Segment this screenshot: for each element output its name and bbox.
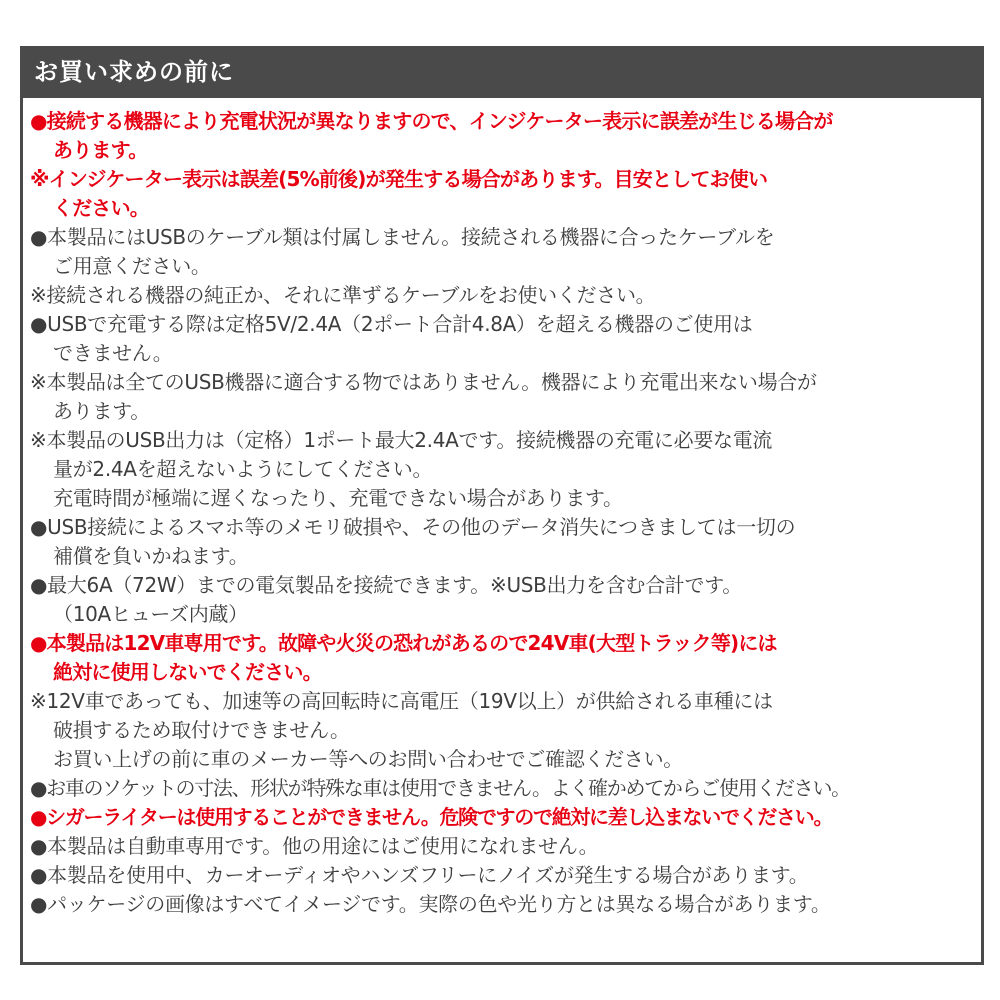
notice-line: ●本製品にはUSBのケーブル類は付属しません。接続される機器に合ったケーブルを <box>30 225 775 249</box>
notice-line-warning: ●シガーライターは使用することができません。危険ですので絶対に差し込まないでください。 <box>30 805 833 829</box>
notice-line-cont: （10Aヒューズ内蔵） <box>53 602 248 626</box>
notice-line-cont: 破損するため取付けできません。 <box>53 718 350 742</box>
notice-line: ●パッケージの画像はすべてイメージです。実際の色や光り方とは異なる場合があります。 <box>30 892 831 916</box>
notice-line-warning-cont: 絶対に使用しないでください。 <box>53 660 322 684</box>
notice-line-cont: できません。 <box>53 341 173 365</box>
notice-line: ※本製品は全てのUSB機器に適合する物ではありません。機器により充電出来ない場合が <box>30 370 817 394</box>
notice-line: ●本製品を使用中、カーオーディオやハンズフリーにノイズが発生する場合があります。 <box>30 863 809 887</box>
notice-line: ●USBで充電する際は定格5V/2.4A（2ポート合計4.8A）を超える機器のご使用は <box>30 312 753 336</box>
notice-box <box>20 46 984 965</box>
notice-line-warning-cont: あります。 <box>53 138 148 162</box>
notice-line-cont: 補償を負いかねます。 <box>53 544 249 568</box>
notice-line-warning-cont: ください。 <box>53 196 149 220</box>
notice-line-cont: お買い上げの前に車のメーカー等へのお問い合わせでご確認ください。 <box>53 747 683 771</box>
notice-list <box>30 107 980 919</box>
header-bar <box>20 46 984 98</box>
notice-line-warning: ●接続する機器により充電状況が異なりますので、インジケーター表示に誤差が生じる場合が <box>30 109 833 133</box>
notice-line: ※本製品のUSB出力は（定格）1ポート最大2.4Aです。接続機器の充電に必要な電流 <box>30 428 773 452</box>
notice-line: ●お車のソケットの寸法、形状が特殊な車は使用できません。よく確かめてからご使用ください。 <box>30 776 850 800</box>
notice-line: ●本製品は自動車専用です。他の用途にはご使用になれません。 <box>30 834 599 858</box>
notice-line-cont: あります。 <box>53 399 150 423</box>
notice-line: ※接続される機器の純正か、それに準ずるケーブルをお使いください。 <box>30 283 656 307</box>
notice-line-warning: ●本製品は12V車専用です。故障や火災の恐れがあるので24V車(大型トラック等)には <box>30 631 777 655</box>
notice-line-warning: ※インジケーター表示は誤差(5%前後)が発生する場合があります。目安としてお使い <box>30 167 768 191</box>
notice-line-cont: ご用意ください。 <box>53 254 211 278</box>
notice-line: ●USB接続によるスマホ等のメモリ破損や、その他のデータ消失につきましては一切の <box>30 515 796 539</box>
page-title: お買い求めの前に <box>34 58 234 86</box>
notice-line-cont: 量が2.4Aを超えないようにしてください。 <box>53 457 433 481</box>
notice-line-cont: 充電時間が極端に遅くなったり、充電できない場合があります。 <box>53 486 623 510</box>
notice-line: ●最大6A（72W）までの電気製品を接続できます。※USB出力を含む合計です。 <box>30 573 742 597</box>
notice-line: ※12V車であっても、加速等の高回転時に高電圧（19V以上）が供給される車種には <box>30 689 773 713</box>
